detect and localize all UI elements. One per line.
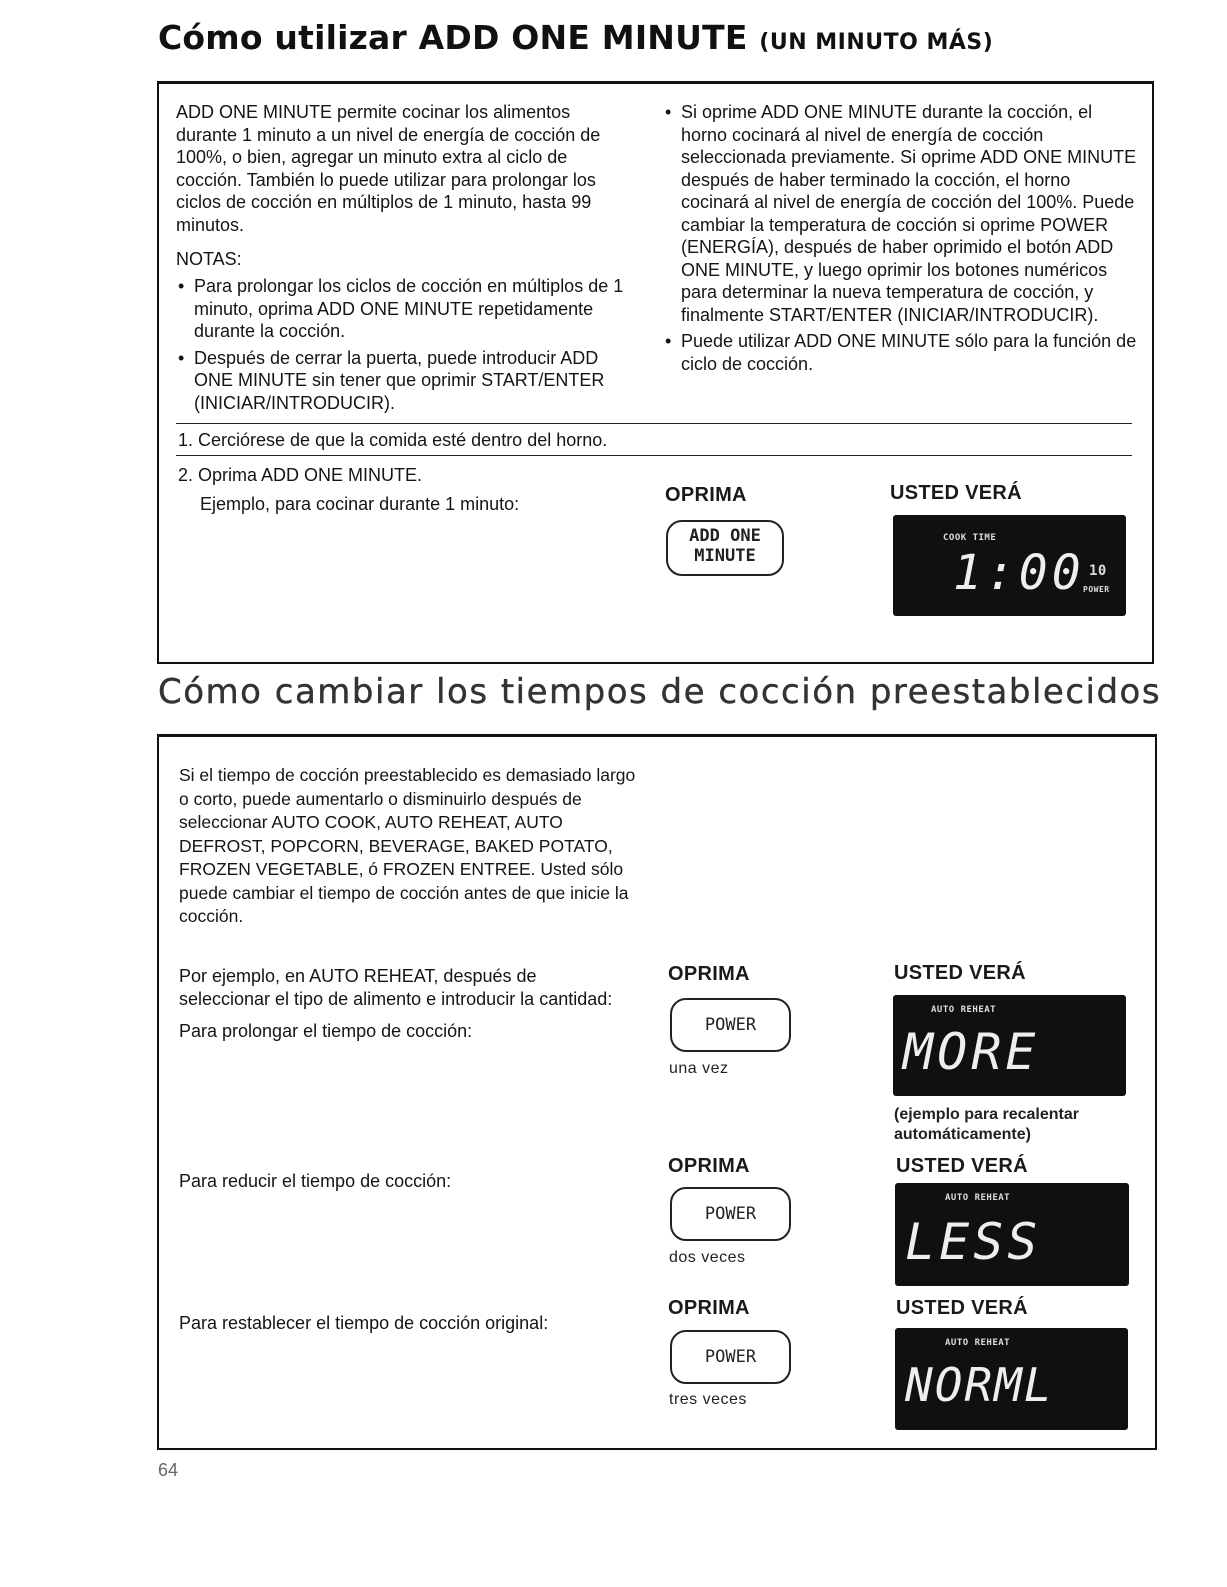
divider [176,455,1132,456]
page-number: 64 [158,1460,179,1480]
power-key: POWER [670,1330,791,1384]
display-text: LESS [905,1213,1042,1271]
see-label: USTED VERÁ [890,482,1022,504]
press-times: una vez [669,1060,729,1077]
note-item: • Para prolongar los ciclos de cocción en múltiplos de 1 minuto, oprima ADD ONE MINUTE repetidamente durante la cocción. [176,275,636,343]
example-line-2: seleccionar el tipo de alimento e introducir la cantidad: [179,989,613,1009]
section2-intro: Si el tiempo de cocción preestablecido es demasiado largo o corto, puede aumentarlo o disminuirlo después de seleccionar AUTO COOK, AUTO REHEAT, AUTO DEFROST, POPCORN, BEVERAGE, BAKED POTATO, FROZEN VEGETABLE, ó FROZEN ENTREE. Usted sólo puede cambiar el tiempo de cocción antes de que inicie la cocción. [179,765,636,926]
display-tag-power: POWER [1083,585,1110,594]
section1-intro: ADD ONE MINUTE permite cocinar los alimentos durante 1 minuto a un nivel de energía de cocción de 100%, o bien, agregar un minuto extra al ciclo de cocción. También lo puede utilizar para prolongar los ciclos de cocción en múltiplos de 1 minuto, hasta 99 minutos. [176,102,601,235]
power-key: POWER [670,1187,791,1241]
row-text-restore: Para restablecer el tiempo de cocción original: [179,1313,549,1333]
display-cook-time [893,515,1126,616]
step-2-example: Ejemplo, para cocinar durante 1 minuto: [200,494,520,514]
display-text: MORE [903,1023,1040,1081]
notes-label: NOTAS: [176,249,242,269]
section1-top-rule [157,81,1154,84]
press-label: OPRIMA [665,484,747,506]
section2-top-rule [157,734,1157,737]
notes-right-list [663,101,1143,379]
see-label: USTED VERÁ [896,1155,1028,1177]
key-label-line1: ADD ONE [689,526,761,546]
note-item: • Si oprime ADD ONE MINUTE durante la cocción, el horno cocinará al nivel de energía de cocción seleccionada previamente. Si oprime ADD ONE MINUTE después de haber terminado la cocción, el horno cocinará al nivel de energía de cocción del 100%. Puede cambiar la temperatura de cocción si oprime POWER (ENERGÍA), después de haber oprimido el botón ADD ONE MINUTE, y luego oprimir los botones numéricos para determinar la nueva temperatura de cocción, y finalmente START/ENTER (INICIAR/INTRODUCIR). [663,101,1143,326]
divider [176,423,1132,424]
press-times: dos veces [669,1249,746,1266]
step-2: 2. Oprima ADD ONE MINUTE. [178,465,423,485]
see-label: USTED VERÁ [896,1297,1028,1319]
section1-title [158,18,993,57]
display-more [893,995,1126,1096]
press-label: OPRIMA [668,1155,750,1177]
power-key: POWER [670,998,791,1052]
section1-title-sub: (UN MINUTO MÁS) [759,30,994,55]
display-tag-auto-reheat: AUTO REHEAT [945,1338,1011,1348]
row-text-increase: Para prolongar el tiempo de cocción: [179,1021,473,1041]
press-label: OPRIMA [668,1297,750,1319]
display-norml [895,1328,1128,1430]
display-caption: (ejemplo para recalentar automáticamente) [894,1106,1079,1143]
display-tag-auto-reheat: AUTO REHEAT [945,1193,1011,1203]
section2-title: Cómo cambiar los tiempos de cocción preestablecidos [158,672,1162,712]
section1-title-main: Cómo utilizar ADD ONE MINUTE [158,18,748,57]
display-tag-auto-reheat: AUTO REHEAT [931,1005,997,1015]
display-text: NORML [905,1358,1054,1412]
step-1: 1. Cerciórese de que la comida esté dentro del horno. [178,430,608,450]
key-label-line2: MINUTE [694,546,756,566]
display-tag-cook-time: COOK TIME [943,533,997,543]
display-less [895,1183,1129,1286]
note-item: • Después de cerrar la puerta, puede introducir ADD ONE MINUTE sin tener que oprimir START/ENTER (INICIAR/INTRODUCIR). [176,347,636,415]
press-label: OPRIMA [668,963,750,985]
display-power-level: 10 [1089,563,1107,579]
press-times: tres veces [669,1391,747,1408]
notes-left-list [176,275,636,418]
example-line-1: Por ejemplo, en AUTO REHEAT, después de [179,966,537,986]
row-text-decrease: Para reducir el tiempo de cocción: [179,1171,452,1191]
see-label: USTED VERÁ [894,962,1026,984]
add-one-minute-key [666,520,784,576]
display-digits: 1:00 [953,545,1085,601]
note-item: • Puede utilizar ADD ONE MINUTE sólo para la función de ciclo de cocción. [663,330,1143,375]
